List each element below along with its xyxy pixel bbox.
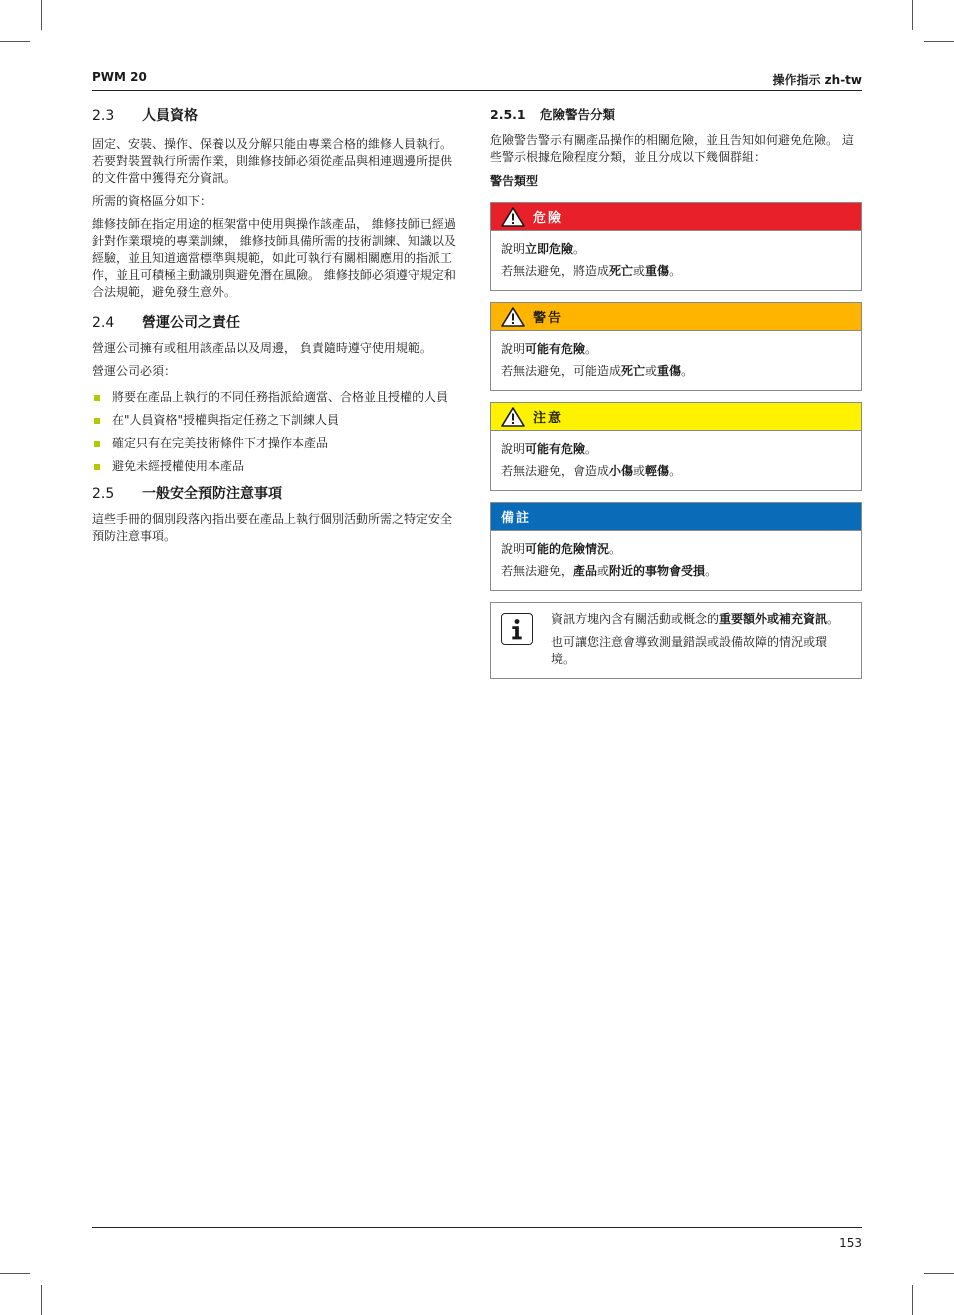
- section-title: 危險警告分類: [540, 107, 616, 122]
- left-column: [92, 106, 460, 545]
- warning-box: [490, 302, 862, 391]
- signal-description: 說明可能有危險。: [501, 342, 598, 356]
- section-title: 人員資格: [142, 108, 198, 124]
- section-heading-2-5: [92, 484, 460, 504]
- caution-box: [490, 402, 862, 491]
- signal-description: 說明可能有危險。: [501, 442, 598, 456]
- consequence: 若無法避免，產品或附近的事物會受損。: [501, 564, 718, 578]
- notice-label: 備註: [501, 511, 532, 526]
- warning-label: 警告: [533, 311, 564, 326]
- info-icon: [501, 613, 533, 645]
- section-heading-2-5-1: [490, 106, 862, 124]
- section-number: 2.5.1: [490, 107, 526, 122]
- page-footer: [92, 1227, 862, 1250]
- product-name: PWM 20: [92, 70, 147, 84]
- warning-triangle-icon: [501, 407, 525, 427]
- page-number: 153: [839, 1236, 862, 1250]
- consequence: 若無法避免，會造成小傷或輕傷。: [501, 464, 682, 478]
- section-number: 2.5: [92, 486, 115, 502]
- bullet-square-icon: [94, 441, 100, 447]
- info-text: 資訊方塊內含有關活動或概念的重要額外或補充資訊。: [551, 612, 840, 626]
- info-box: [490, 602, 862, 679]
- crop-mark: [41, 1285, 42, 1315]
- warning-triangle-icon: [501, 307, 525, 327]
- paragraph: 這些手冊的個別段落內指出要在產品上執行個別活動所需之特定安全預防注意事項。: [92, 512, 453, 543]
- section-number: 2.4: [92, 315, 115, 331]
- right-column: [490, 106, 862, 679]
- caution-bar: [491, 403, 861, 431]
- danger-bar: [491, 203, 861, 231]
- list-item: 將要在產品上執行的不同任務指派給適當、合格並且授權的人員: [92, 389, 460, 406]
- crop-mark: [0, 1273, 30, 1274]
- paragraph: 所需的資格區分如下：: [92, 194, 213, 208]
- signal-description: 說明可能的危險情況。: [501, 542, 622, 556]
- list-item: 在"人員資格"授權與指定任務之下訓練人員: [92, 412, 460, 429]
- warning-types-subheading: 警告類型: [490, 174, 539, 188]
- paragraph: 危險警告警示有關產品操作的相關危險，並且告知如何避免危險。 這些警示根據危險程度分類，並且分成以下幾個群組：: [490, 133, 854, 164]
- caution-label: 注意: [533, 411, 564, 426]
- responsibility-list: [92, 389, 460, 475]
- bullet-square-icon: [94, 395, 100, 401]
- danger-label: 危險: [533, 211, 564, 226]
- crop-mark: [912, 1285, 913, 1315]
- section-heading-2-4: [92, 313, 460, 333]
- warning-triangle-icon: [501, 207, 525, 227]
- consequence: 若無法避免，將造成死亡或重傷。: [501, 264, 682, 278]
- section-title: 一般安全預防注意事項: [142, 486, 282, 502]
- consequence: 若無法避免，可能造成死亡或重傷。: [501, 364, 694, 378]
- warning-bar: [491, 303, 861, 331]
- list-item: 確定只有在完美技術條件下才操作本產品: [92, 435, 460, 452]
- section-title: 營運公司之責任: [142, 315, 240, 331]
- section-heading-2-3: [92, 106, 460, 126]
- crop-mark: [41, 0, 42, 30]
- danger-box: [490, 202, 862, 291]
- page-header: [92, 68, 862, 91]
- crop-mark: [924, 1273, 954, 1274]
- bullet-square-icon: [94, 418, 100, 424]
- info-text: 也可讓您注意會導致測量錯誤或設備故障的情況或環境。: [551, 635, 828, 666]
- bullet-square-icon: [94, 464, 100, 470]
- paragraph: 營運公司必須：: [92, 364, 177, 378]
- notice-bar: [491, 503, 861, 531]
- notice-box: [490, 502, 862, 591]
- signal-description: 說明立即危險。: [501, 242, 586, 256]
- crop-mark: [0, 41, 30, 42]
- crop-mark: [912, 0, 913, 30]
- paragraph: 營運公司擁有或租用該產品以及周邊， 負責隨時遵守使用規範。: [92, 341, 432, 355]
- crop-mark: [924, 41, 954, 42]
- paragraph: 固定、安裝、操作、保養以及分解只能由專業合格的維修人員執行。 若要對裝置執行所需作業，則維修技師必須從產品與相連週邊所提供的文件當中獲得充分資訊。: [92, 137, 453, 185]
- list-item: 避免未經授權使用本產品: [92, 458, 460, 475]
- section-number: 2.3: [92, 108, 115, 124]
- doc-language: 操作指示 zh-tw: [772, 73, 862, 87]
- paragraph: 維修技師在指定用途的框架當中使用與操作該產品， 維修技師已經過針對作業環境的專業訓練， 維修技師具備所需的技術訓練、知識以及經驗，並且知道適當標準與規範，如此可執行有關相關應用的指派工作，並且可積極主動識別與避免潛在風險。 維修技師必須遵守規定和合法規範，避免發生意外。: [92, 217, 456, 299]
